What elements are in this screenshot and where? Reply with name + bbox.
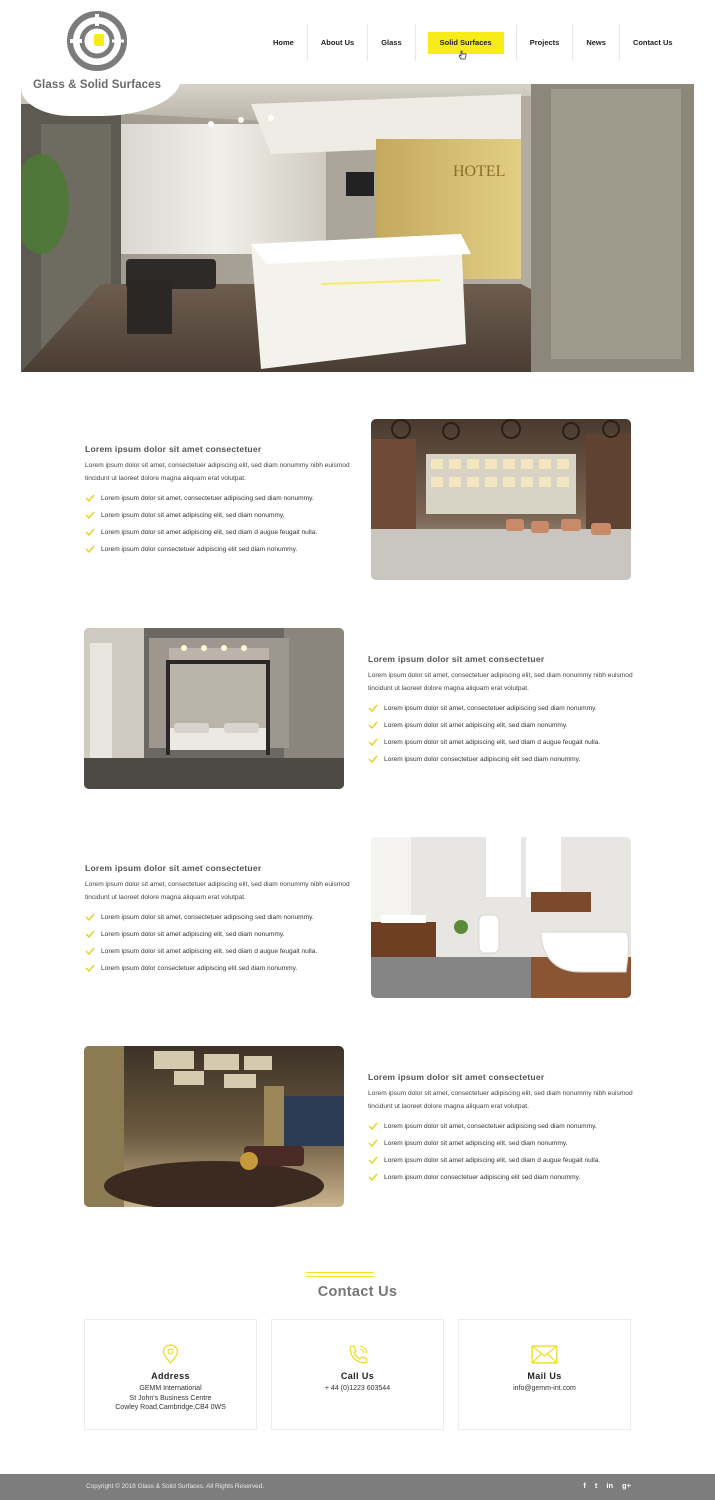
hotel-sign: HOTEL xyxy=(453,163,506,180)
brand-name: Glass & Solid Surfaces xyxy=(33,79,162,91)
list-item: Lorem ipsum dolor sit amet adipiscing elit, sed diam nonummy. xyxy=(368,1135,638,1152)
feature-block-1 xyxy=(85,444,355,558)
mail-icon xyxy=(459,1342,630,1366)
site-footer xyxy=(0,1474,715,1500)
check-icon xyxy=(85,913,95,921)
address-line: GEMM International xyxy=(139,1385,202,1392)
feature-title: Lorem ipsum dolor sit amet consectetuer xyxy=(85,444,262,454)
logo-mark-icon xyxy=(66,10,128,72)
feature-title: Lorem ipsum dolor sit amet consectetuer xyxy=(368,654,545,664)
check-icon xyxy=(85,528,95,536)
check-icon xyxy=(368,755,378,763)
nav-solid-surfaces[interactable]: Solid Surfaces xyxy=(428,32,504,54)
feature-image-bathroom xyxy=(371,837,631,998)
list-item: Lorem ipsum dolor sit amet adipiscing elit, sed diam nonummy. xyxy=(368,717,638,734)
check-icon xyxy=(85,930,95,938)
feature-description: Lorem ipsum dolor sit amet, consectetuer adipiscing elit, sed diam nonummy nibh euismod tincidunt ut laoreet dolore magna aliquam erat volutpat. xyxy=(368,672,633,692)
feature-description: Lorem ipsum dolor sit amet, consectetuer adipiscing elit, sed diam nonummy nibh euismod tincidunt ut laoreet dolore magna aliquam erat volutpat. xyxy=(85,462,350,482)
email-link[interactable]: info@gemm-int.com xyxy=(513,1385,576,1392)
check-icon xyxy=(85,947,95,955)
check-icon xyxy=(85,511,95,519)
feature-list xyxy=(368,700,638,768)
main-nav xyxy=(260,24,686,61)
address-line: St John's Business Centre xyxy=(129,1394,212,1402)
check-icon xyxy=(85,545,95,553)
check-icon xyxy=(368,1156,378,1164)
list-item: Lorem ipsum dolor consectetuer adipiscing elit sed diam nonummy. xyxy=(85,960,355,977)
list-item: Lorem ipsum dolor consectetuer adipiscing elit sed diam nonummy. xyxy=(85,541,355,558)
check-icon xyxy=(368,738,378,746)
check-icon xyxy=(368,704,378,712)
logo[interactable] xyxy=(21,0,181,116)
check-icon xyxy=(368,721,378,729)
feature-image-bedroom xyxy=(84,628,344,789)
feature-title: Lorem ipsum dolor sit amet consectetuer xyxy=(368,1072,545,1082)
nav-glass[interactable]: Glass xyxy=(368,24,415,61)
social-links xyxy=(583,1481,631,1490)
feature-image-restaurant xyxy=(371,419,631,580)
twitter-icon[interactable]: t xyxy=(594,1481,598,1490)
list-item: Lorem ipsum dolor consectetuer adipiscing elit sed diam nonummy. xyxy=(368,1169,638,1186)
feature-block-2 xyxy=(368,654,638,768)
check-icon xyxy=(368,1122,378,1130)
linkedin-icon[interactable]: in xyxy=(606,1481,614,1490)
list-item: Lorem ipsum dolor sit amet adipiscing elit, sed diam nonummy. xyxy=(85,507,355,524)
hotel-lobby-illustration xyxy=(21,84,694,372)
list-item: Lorem ipsum dolor sit amet adipiscing elit, sed diam d augue feugait nulla. xyxy=(85,524,355,541)
check-icon xyxy=(368,1139,378,1147)
title-accent-line xyxy=(306,1276,374,1277)
check-icon xyxy=(85,964,95,972)
card-title: Mail Us xyxy=(527,1371,562,1381)
list-item: Lorem ipsum dolor sit amet adipiscing elit, sed diam d augue feugait nulla. xyxy=(368,734,638,751)
phone-icon xyxy=(272,1342,443,1366)
location-pin-icon xyxy=(85,1342,256,1366)
nav-about-us[interactable]: About Us xyxy=(308,24,368,61)
nav-home[interactable]: Home xyxy=(260,24,308,61)
hero-image xyxy=(21,84,694,372)
facebook-icon[interactable]: f xyxy=(583,1481,586,1490)
title-accent-line xyxy=(306,1272,374,1273)
feature-description: Lorem ipsum dolor sit amet, consectetuer adipiscing elit, sed diam nonummy nibh euismod tincidunt ut laoreet dolore magna aliquam erat volutpat. xyxy=(85,881,350,901)
phone-number[interactable]: + 44 (0)1223 603544 xyxy=(324,1385,391,1392)
check-icon xyxy=(85,494,95,502)
list-item: Lorem ipsum dolor sit amet, consectetuer adipiscing sed diam nonummy. xyxy=(368,700,638,717)
list-item: Lorem ipsum dolor sit amet adipiscing elit, sed diam nonummy. xyxy=(85,926,355,943)
contact-title: Contact Us xyxy=(317,1284,398,1300)
check-icon xyxy=(368,1173,378,1181)
feature-list xyxy=(85,909,355,977)
nav-news[interactable]: News xyxy=(573,24,620,61)
contact-card-mail xyxy=(458,1319,631,1430)
hand-cursor-icon xyxy=(458,50,467,61)
list-item: Lorem ipsum dolor sit amet, consectetuer adipiscing sed diam nonummy. xyxy=(368,1118,638,1135)
copyright-text: Copyright © 2018 Glass & Solid Surfaces. All Rights Reserved. xyxy=(86,1483,265,1490)
contact-card-address xyxy=(84,1319,257,1430)
feature-block-3 xyxy=(85,863,355,977)
feature-list xyxy=(368,1118,638,1186)
nav-contact-us[interactable]: Contact Us xyxy=(632,38,673,47)
card-title: Address xyxy=(151,1371,190,1381)
list-item: Lorem ipsum dolor sit amet adipiscing elit, sed diam d augue feugait nulla. xyxy=(368,1152,638,1169)
feature-list xyxy=(85,490,355,558)
google-plus-icon[interactable]: g+ xyxy=(622,1481,631,1490)
list-item: Lorem ipsum dolor consectetuer adipiscing elit sed diam nonummy. xyxy=(368,751,638,768)
list-item: Lorem ipsum dolor sit amet, consectetuer adipiscing sed diam nonummy. xyxy=(85,490,355,507)
site-header xyxy=(0,0,715,91)
list-item: Lorem ipsum dolor sit amet adipiscing elit, sed diam d augue feugait nulla. xyxy=(85,943,355,960)
contact-card-call xyxy=(271,1319,444,1430)
feature-block-4 xyxy=(368,1072,638,1186)
feature-image-lobby xyxy=(84,1046,344,1207)
card-title: Call Us xyxy=(340,1371,375,1381)
feature-title: Lorem ipsum dolor sit amet consectetuer xyxy=(85,863,262,873)
list-item: Lorem ipsum dolor sit amet, consectetuer adipiscing sed diam nonummy. xyxy=(85,909,355,926)
nav-projects[interactable]: Projects xyxy=(516,24,574,61)
address-line: Cowley Road,Cambridge,CB4 0WS xyxy=(115,1404,226,1411)
feature-description: Lorem ipsum dolor sit amet, consectetuer adipiscing elit, sed diam nonummy nibh euismod tincidunt ut laoreet dolore magna aliquam erat volutpat. xyxy=(368,1090,633,1110)
